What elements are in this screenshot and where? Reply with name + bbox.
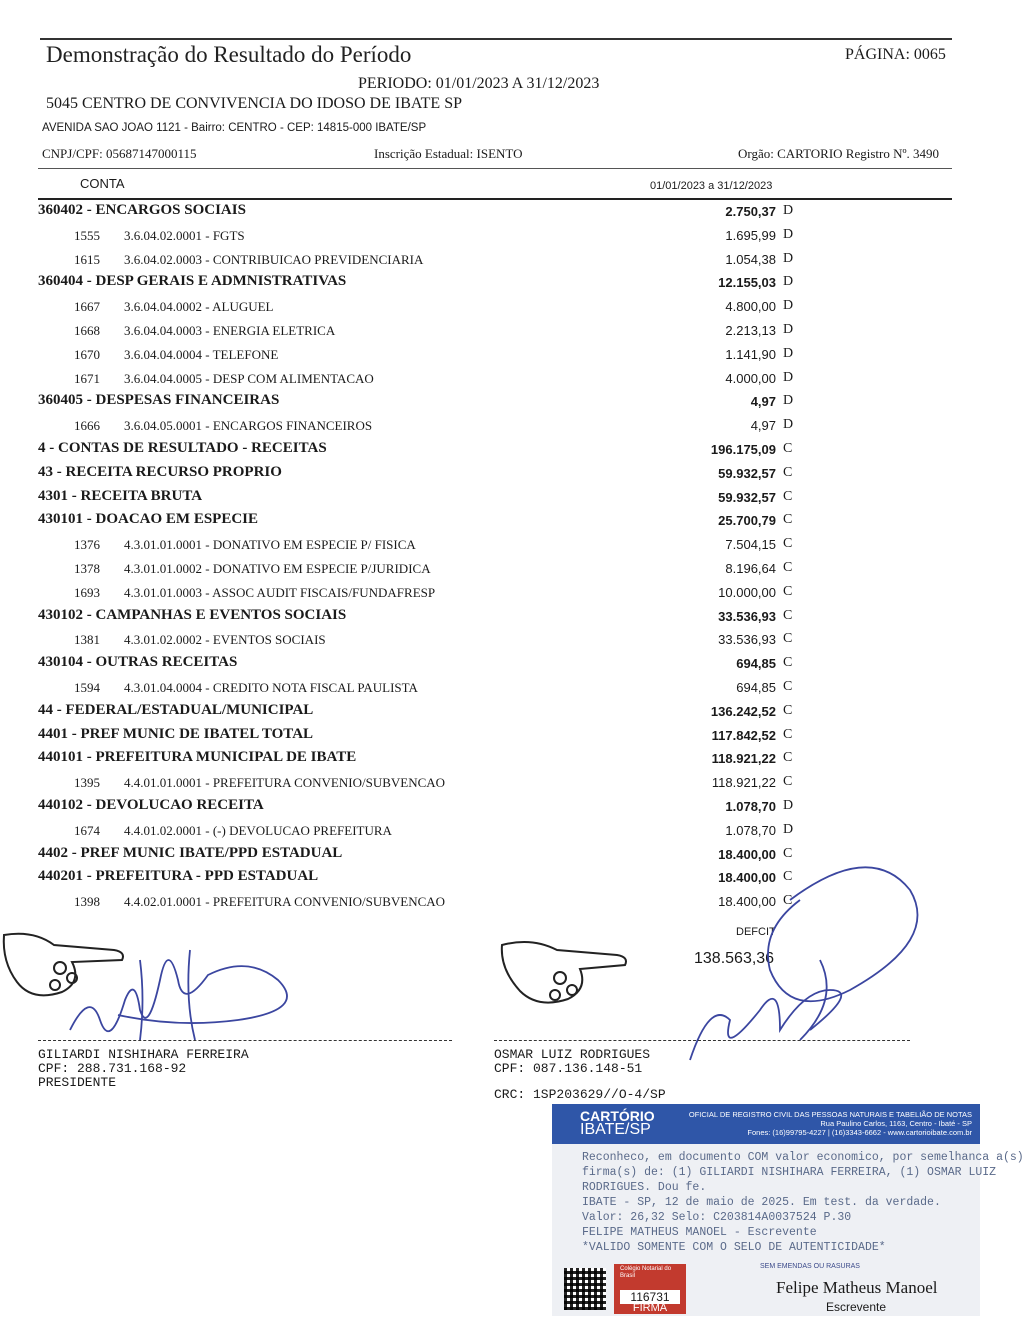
signatory-2-cpf: CPF: 087.136.148-51 bbox=[494, 1061, 643, 1076]
signatory-1-role: PRESIDENTE bbox=[38, 1075, 117, 1090]
notary-info bbox=[660, 1110, 972, 1137]
account-value: 33.536,93 bbox=[718, 632, 776, 648]
debit-credit-flag: D bbox=[783, 274, 794, 290]
account-value: 2.750,37 bbox=[725, 204, 776, 219]
document-title: Demonstração do Resultado do Período bbox=[46, 42, 412, 67]
account-value: 694,85 bbox=[736, 656, 776, 672]
notary-office: OFICIAL DE REGISTRO CIVIL DAS PESSOAS NATURAIS E TABELIÃO DE NOTAS bbox=[688, 1110, 972, 1119]
account-group-row bbox=[0, 724, 1024, 748]
account-value: 1.695,99 bbox=[725, 227, 776, 243]
account-label: 3.6.04.05.0001 - ENCARGOS FINANCEIROS bbox=[124, 418, 373, 434]
notary-street: Rua Paulino Carlos, 1163, Centro - Ibaté - SP bbox=[820, 1119, 972, 1128]
debit-credit-flag: C bbox=[783, 869, 793, 885]
signature-line bbox=[494, 1040, 910, 1041]
account-detail-row bbox=[0, 533, 1024, 557]
debit-credit-flag: D bbox=[783, 797, 794, 813]
account-label: 4402 - PREF MUNIC IBATE/PPD ESTADUAL bbox=[38, 844, 343, 861]
account-value: 4.800,00 bbox=[725, 299, 776, 315]
account-value: 18.400,00 bbox=[718, 870, 776, 886]
account-label: 3.6.04.02.0001 - FGTS bbox=[124, 227, 245, 243]
account-detail-row bbox=[0, 890, 1024, 914]
account-value: 10.000,00 bbox=[718, 584, 776, 600]
state-registration: Inscrição Estadual: ISENTO bbox=[374, 146, 523, 161]
notary-statement-line: Valor: 26,32 Selo: C203814A0037524 P.30 bbox=[582, 1211, 852, 1224]
account-value: 25.700,79 bbox=[718, 513, 776, 529]
account-group-row bbox=[0, 271, 1024, 295]
account-label: 360405 - DESPESAS FINANCEIRAS bbox=[38, 392, 280, 409]
account-label: 4.3.01.01.0001 - DONATIVO EM ESPECIE P/ FISICA bbox=[124, 537, 416, 553]
account-detail-row bbox=[0, 676, 1024, 700]
debit-credit-flag: C bbox=[783, 702, 793, 718]
notary-statement-line: Reconheco, em documento COM valor economico, por semelhanca a(s) bbox=[582, 1151, 1024, 1164]
account-table bbox=[0, 200, 1024, 914]
account-group-row bbox=[0, 843, 1024, 867]
seal-number: 116731 bbox=[620, 1290, 680, 1304]
notary-statement bbox=[582, 1150, 1024, 1255]
notary-statement-line: FELIPE MATHEUS MANOEL - Escrevente bbox=[582, 1226, 817, 1239]
account-label: 3.6.04.02.0003 - CONTRIBUICAO PREVIDENCIARIA bbox=[124, 251, 424, 267]
account-label: 3.6.04.04.0004 - TELEFONE bbox=[124, 346, 279, 362]
debit-credit-flag: C bbox=[783, 440, 793, 456]
debit-credit-flag: D bbox=[783, 369, 794, 385]
account-label: 4.3.01.01.0003 - ASSOC AUDIT FISCAIS/FUNDAFRESP bbox=[124, 584, 436, 600]
account-value: 1.078,70 bbox=[725, 798, 776, 814]
account-code: 1671 bbox=[74, 370, 100, 386]
account-detail-row bbox=[0, 367, 1024, 391]
account-group-row bbox=[0, 866, 1024, 890]
notary-brand-line2: IBATE/SP bbox=[580, 1121, 651, 1138]
account-value: 33.536,93 bbox=[718, 608, 776, 624]
account-group-row bbox=[0, 747, 1024, 771]
pointing-hand-icon bbox=[502, 942, 626, 1003]
account-value: 1.078,70 bbox=[725, 822, 776, 838]
account-label: 360402 - ENCARGOS SOCIAIS bbox=[38, 202, 246, 218]
debit-credit-flag: C bbox=[783, 678, 793, 694]
notary-statement-line: RODRIGUES. Dou fe. bbox=[582, 1181, 707, 1194]
account-label: 44 - FEDERAL/ESTADUAL/MUNICIPAL bbox=[38, 701, 314, 718]
result-label: DEFCIT bbox=[736, 926, 776, 938]
account-detail-row bbox=[0, 819, 1024, 843]
account-detail-row bbox=[0, 581, 1024, 605]
account-code: 1615 bbox=[74, 251, 100, 267]
notary-statement-line: *VALIDO SOMENTE COM O SELO DE AUTENTICIDADE* bbox=[582, 1241, 886, 1254]
debit-credit-flag: C bbox=[783, 559, 793, 575]
signatory-1-cpf: CPF: 288.731.168-92 bbox=[38, 1061, 187, 1076]
account-code: 1378 bbox=[74, 560, 100, 576]
account-group-row bbox=[0, 795, 1024, 819]
account-group-row bbox=[0, 390, 1024, 414]
account-group-row bbox=[0, 652, 1024, 676]
debit-credit-flag: C bbox=[783, 774, 793, 790]
account-label: 4.3.01.04.0004 - CREDITO NOTA FISCAL PAULISTA bbox=[124, 679, 418, 695]
debit-credit-flag: C bbox=[783, 464, 793, 480]
account-value: 7.504,15 bbox=[725, 537, 776, 553]
debit-credit-flag: C bbox=[783, 631, 793, 647]
account-detail-row bbox=[0, 771, 1024, 795]
debit-credit-flag: C bbox=[783, 583, 793, 599]
notary-brand-line1: CARTÓRIO bbox=[580, 1108, 655, 1124]
account-label: 440102 - DEVOLUCAO RECEITA bbox=[38, 796, 264, 813]
account-value: 18.400,00 bbox=[718, 846, 776, 862]
no-erasures-note: SEM EMENDAS OU RASURAS bbox=[760, 1263, 860, 1270]
account-value: 4,97 bbox=[750, 418, 776, 434]
account-code: 1594 bbox=[74, 679, 100, 695]
account-value: 18.400,00 bbox=[718, 894, 776, 910]
result-value: 138.563,36 bbox=[694, 950, 775, 967]
debit-credit-flag: D bbox=[783, 298, 794, 314]
account-value: 2.213,13 bbox=[725, 322, 776, 338]
account-code: 1693 bbox=[74, 584, 100, 600]
notary-phones: Fones: (16)99795-4227 | (16)3343-6662 - www.cartorioibate.com.br bbox=[747, 1128, 972, 1137]
debit-credit-flag: C bbox=[783, 607, 793, 623]
clerk-name: Felipe Matheus Manoel bbox=[776, 1278, 938, 1297]
account-group-row bbox=[0, 486, 1024, 510]
registry-office: Orgão: CARTORIO Registro Nº. 3490 bbox=[738, 146, 940, 161]
account-group-row bbox=[0, 438, 1024, 462]
account-code: 1381 bbox=[74, 632, 100, 648]
signature-scribble bbox=[70, 950, 287, 1040]
account-value: 694,85 bbox=[736, 679, 776, 695]
cnpj: CNPJ/CPF: 05687147000115 bbox=[42, 146, 197, 161]
account-detail-row bbox=[0, 248, 1024, 272]
account-code: 1668 bbox=[74, 322, 100, 338]
header-rule bbox=[38, 168, 952, 169]
account-value: 4.000,00 bbox=[725, 370, 776, 386]
account-label: 4.4.02.01.0001 - PREFEITURA CONVENIO/SUBVENCAO bbox=[124, 894, 446, 910]
account-code: 1376 bbox=[74, 537, 100, 553]
account-value: 118.921,22 bbox=[711, 775, 776, 791]
column-header-period: 01/01/2023 a 31/12/2023 bbox=[650, 180, 773, 192]
account-value: 136.242,52 bbox=[710, 703, 776, 719]
debit-credit-flag: D bbox=[783, 393, 794, 409]
account-value: 59.932,57 bbox=[718, 489, 776, 505]
signatory-2-name: OSMAR LUIZ RODRIGUES bbox=[494, 1047, 651, 1062]
account-code: 1670 bbox=[74, 346, 100, 362]
account-label: 440101 - PREFEITURA MUNICIPAL DE IBATE bbox=[38, 749, 357, 766]
account-code: 1555 bbox=[74, 227, 100, 243]
seal-firma: FIRMA bbox=[632, 1302, 668, 1314]
account-value: 118.921,22 bbox=[711, 751, 776, 767]
notary-brand bbox=[580, 1109, 655, 1137]
debit-credit-flag: D bbox=[783, 821, 794, 837]
account-value: 196.175,09 bbox=[710, 441, 776, 457]
signatory-2 bbox=[494, 1048, 666, 1102]
signature-line bbox=[38, 1040, 452, 1041]
debit-credit-flag: D bbox=[783, 321, 794, 337]
debit-credit-flag: C bbox=[783, 536, 793, 552]
account-code: 1398 bbox=[74, 894, 100, 910]
account-label: 43 - RECEITA RECURSO PROPRIO bbox=[38, 463, 282, 480]
column-header-account: CONTA bbox=[80, 176, 125, 191]
account-detail-row bbox=[0, 557, 1024, 581]
account-detail-row bbox=[0, 295, 1024, 319]
account-group-row bbox=[0, 509, 1024, 533]
debit-credit-flag: D bbox=[783, 417, 794, 433]
account-group-row bbox=[0, 700, 1024, 724]
account-group-row bbox=[0, 200, 1024, 224]
account-label: 4.4.01.01.0001 - PREFEITURA CONVENIO/SUBVENCAO bbox=[124, 775, 446, 791]
account-value: 117.842,52 bbox=[711, 727, 776, 743]
debit-credit-flag: D bbox=[783, 345, 794, 361]
top-rule bbox=[40, 38, 952, 40]
page-number: PÁGINA: 0065 bbox=[845, 46, 946, 63]
account-label: 430104 - OUTRAS RECEITAS bbox=[38, 654, 238, 671]
account-label: 360404 - DESP GERAIS E ADMNISTRATIVAS bbox=[38, 273, 347, 290]
account-detail-row bbox=[0, 414, 1024, 438]
debit-credit-flag: C bbox=[783, 488, 793, 504]
notary-statement-line: firma(s) de: (1) GILIARDI NISHIHARA FERREIRA, (1) OSMAR LUIZ bbox=[582, 1166, 997, 1179]
qr-code-icon bbox=[564, 1268, 606, 1310]
seal-caption: Colégio Notarial do Brasil bbox=[620, 1266, 672, 1279]
account-code: 1666 bbox=[74, 418, 100, 434]
period-range: PERIODO: 01/01/2023 A 31/12/2023 bbox=[358, 75, 600, 92]
account-label: 4.3.01.01.0002 - DONATIVO EM ESPECIE P/JURIDICA bbox=[124, 560, 431, 576]
pointing-hand-icon bbox=[4, 934, 123, 996]
account-label: 4 - CONTAS DE RESULTADO - RECEITAS bbox=[38, 439, 327, 456]
account-detail-row bbox=[0, 628, 1024, 652]
account-label: 4401 - PREF MUNIC DE IBATEL TOTAL bbox=[38, 725, 314, 742]
account-code: 1674 bbox=[74, 822, 100, 838]
signatory-2-crc: CRC: 1SP203629//O-4/SP bbox=[494, 1087, 666, 1102]
account-value: 12.155,03 bbox=[718, 275, 776, 291]
signatory-1 bbox=[38, 1048, 249, 1090]
debit-credit-flag: D bbox=[783, 203, 794, 218]
account-value: 4,97 bbox=[750, 394, 776, 410]
debit-credit-flag: C bbox=[783, 750, 793, 766]
account-code: 1667 bbox=[74, 299, 100, 315]
notary-statement-line: IBATE - SP, 12 de maio de 2025. Em test. da verdade. bbox=[582, 1196, 941, 1209]
account-detail-row bbox=[0, 319, 1024, 343]
account-label: 430102 - CAMPANHAS E EVENTOS SOCIAIS bbox=[38, 606, 347, 623]
account-label: 3.6.04.04.0002 - ALUGUEL bbox=[124, 299, 274, 315]
clerk-role: Escrevente bbox=[826, 1300, 887, 1314]
entity-name: 5045 CENTRO DE CONVIVENCIA DO IDOSO DE IBATE SP bbox=[46, 95, 462, 112]
account-detail-row bbox=[0, 343, 1024, 367]
entity-address: AVENIDA SAO JOAO 1121 - Bairro: CENTRO - CEP: 14815-000 IBATE/SP bbox=[42, 122, 427, 134]
account-label: 3.6.04.04.0005 - DESP COM ALIMENTACAO bbox=[124, 370, 374, 386]
account-label: 440201 - PREFEITURA - PPD ESTADUAL bbox=[38, 868, 319, 885]
account-value: 8.196,64 bbox=[725, 560, 776, 576]
signatory-1-name: GILIARDI NISHIHARA FERREIRA bbox=[38, 1047, 249, 1062]
account-label: 4.4.01.02.0001 - (-) DEVOLUCAO PREFEITURA bbox=[124, 822, 392, 838]
account-label: 4301 - RECEITA BRUTA bbox=[38, 487, 203, 504]
account-label: 3.6.04.04.0003 - ENERGIA ELETRICA bbox=[124, 322, 336, 338]
debit-credit-flag: D bbox=[783, 226, 794, 242]
account-code: 1395 bbox=[74, 775, 100, 791]
account-group-row bbox=[0, 462, 1024, 486]
debit-credit-flag: C bbox=[783, 893, 793, 909]
debit-credit-flag: C bbox=[783, 726, 793, 742]
account-value: 1.141,90 bbox=[725, 346, 776, 362]
debit-credit-flag: D bbox=[783, 250, 794, 266]
account-detail-row bbox=[0, 224, 1024, 248]
debit-credit-flag: C bbox=[783, 655, 793, 671]
account-value: 59.932,57 bbox=[718, 465, 776, 481]
debit-credit-flag: C bbox=[783, 845, 793, 861]
account-group-row bbox=[0, 605, 1024, 629]
account-value: 1.054,38 bbox=[725, 251, 776, 267]
account-label: 430101 - DOACAO EM ESPECIE bbox=[38, 511, 259, 528]
debit-credit-flag: C bbox=[783, 512, 793, 528]
account-label: 4.3.01.02.0002 - EVENTOS SOCIAIS bbox=[124, 632, 326, 648]
